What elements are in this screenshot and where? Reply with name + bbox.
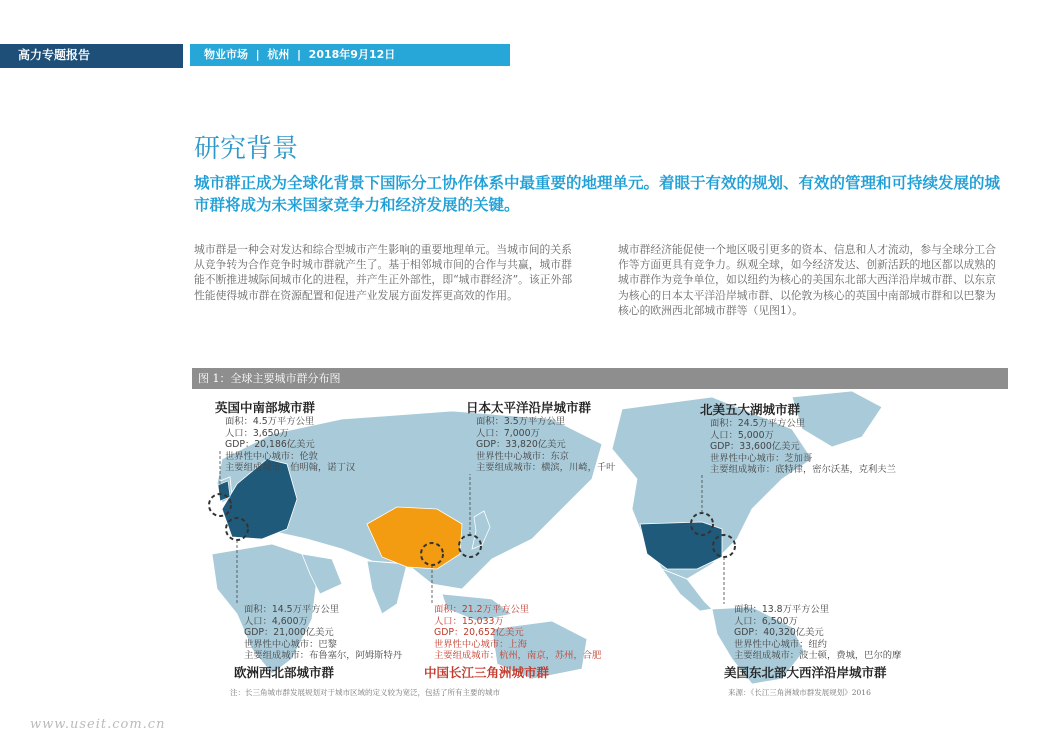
callout-japan bbox=[466, 400, 615, 474]
lead-statement: 城市群正成为全球化背景下国际分工协作体系中最重要的地理单元。着眼于有效的规划、有效的管理和可持续发展的城市群将成为未来国家竞争力和经济发展的关键。 bbox=[194, 174, 1001, 214]
callout-japan-center: 世界性中心城市：东京 bbox=[476, 450, 569, 462]
region-usa bbox=[640, 522, 722, 569]
callout-useast-title: 美国东北部大西洋沿岸城市群 bbox=[724, 664, 887, 680]
callout-greatlakes-cities: 主要组成城市：底特律，密尔沃基，克利夫兰 bbox=[710, 464, 896, 476]
callout-useast-cities: 主要组成城市：波士顿，费城，巴尔的摩 bbox=[734, 650, 902, 662]
callout-yangtze-population: 人口：15,033万 bbox=[434, 615, 504, 627]
callout-uk-title: 英国中南部城市群 bbox=[215, 400, 316, 415]
paragraph-right: 城市群经济能促使一个地区吸引更多的资本、信息和人才流动，参与全球分工合作等方面更具有竞争力。纵观全球，如今经济发达、创新活跃的地区都以成熟的城市群作为竞争单位，如以纽约为核心的美国东北部大西洋沿岸城市群、以东京为核心的日本太平洋沿岸城市群、以伦敦为核心的英国中南部城市群和以巴黎为核心的欧洲西北部城市群等（见图1）。 bbox=[618, 243, 996, 317]
callout-yangtze-center: 世界性中心城市：上海 bbox=[434, 638, 527, 650]
callout-useast-gdp: GDP：40,320亿美元 bbox=[734, 627, 824, 639]
callout-japan-area: 面积：3.5万平方公里 bbox=[476, 416, 566, 427]
callout-greatlakes-title: 北美五大湖城市群 bbox=[700, 402, 801, 417]
callout-europe-area: 面积：14.5万平方公里 bbox=[244, 604, 340, 615]
figure-source: 来源：《长江三角洲城市群发展规划》2016 bbox=[728, 688, 871, 697]
callout-europe-center: 世界性中心城市：巴黎 bbox=[244, 638, 337, 650]
callout-europe-cities: 主要组成城市：布鲁塞尔，阿姆斯特丹 bbox=[244, 650, 403, 662]
callout-useast-area: 面积：13.8万平方公里 bbox=[734, 604, 830, 615]
header-underline bbox=[0, 66, 183, 68]
callout-japan-cities: 主要组成城市：横滨，川崎，千叶 bbox=[476, 462, 616, 474]
callout-greatlakes-center: 世界性中心城市：芝加哥 bbox=[710, 452, 813, 464]
callout-uk-cities: 主要组成城市：伯明翰，诺丁汉 bbox=[225, 462, 356, 474]
callout-yangtze bbox=[424, 604, 601, 681]
callout-yangtze-cities: 主要组成城市：杭州，南京，苏州，合肥 bbox=[434, 650, 602, 662]
watermark: www.useit.com.cn bbox=[30, 717, 166, 732]
callout-europe bbox=[234, 604, 402, 681]
callout-yangtze-area: 面积：21.2万平方公里 bbox=[434, 604, 530, 615]
callout-europe-population: 人口：4,600万 bbox=[244, 615, 308, 627]
callout-useast-center: 世界性中心城市：纽约 bbox=[734, 638, 827, 650]
callout-greatlakes bbox=[700, 402, 896, 476]
report-meta-bar: 物业市场 | 杭州 | 2018年9月12日 bbox=[190, 44, 510, 66]
callout-uk bbox=[215, 400, 355, 474]
report-name-bar: 高力专题报告 bbox=[0, 44, 183, 66]
callout-japan-population: 人口：7,000万 bbox=[476, 427, 540, 439]
callout-uk-population: 人口：3,650万 bbox=[225, 427, 289, 439]
callout-useast bbox=[724, 604, 901, 681]
callout-greatlakes-gdp: GDP：33,600亿美元 bbox=[710, 441, 800, 453]
figure-caption: 图 1：全球主要城市群分布图 bbox=[192, 368, 1008, 389]
figure-note: 注：长三角城市群发展规划对于城市区域的定义较为宽泛，包括了所有主要的城市 bbox=[230, 688, 500, 697]
callout-greatlakes-area: 面积：24.5万平方公里 bbox=[710, 418, 806, 429]
paragraph-left: 城市群是一种会对发达和综合型城市产生影响的重要地理单元。当城市间的关系从竞争转为合作竞争时城市群就产生了。基于相邻城市间的合作与共赢，城市群能不断推进城际间城市化的进程，并产生正外部性，即“城市群经济”。该正外部性能使得城市群在资源配置和促进产业发展方面发挥更高效的作用。 bbox=[194, 243, 573, 302]
callout-europe-title: 欧洲西北部城市群 bbox=[234, 664, 335, 680]
callout-yangtze-title: 中国长江三角洲城市群 bbox=[424, 664, 550, 680]
callout-japan-gdp: GDP：33,820亿美元 bbox=[476, 439, 566, 451]
page-title: 研究背景 bbox=[194, 134, 299, 164]
callout-japan-title: 日本太平洋沿岸城市群 bbox=[466, 400, 592, 415]
callout-uk-gdp: GDP：20,186亿美元 bbox=[225, 439, 315, 451]
callout-uk-area: 面积：4.5万平方公里 bbox=[225, 416, 315, 427]
callout-greatlakes-population: 人口：5,000万 bbox=[710, 429, 774, 441]
callout-yangtze-gdp: GDP：20,652亿美元 bbox=[434, 627, 524, 639]
callout-useast-population: 人口：6,500万 bbox=[734, 615, 798, 627]
callout-europe-gdp: GDP：21,000亿美元 bbox=[244, 627, 334, 639]
callout-uk-center: 世界性中心城市：伦敦 bbox=[225, 450, 318, 462]
